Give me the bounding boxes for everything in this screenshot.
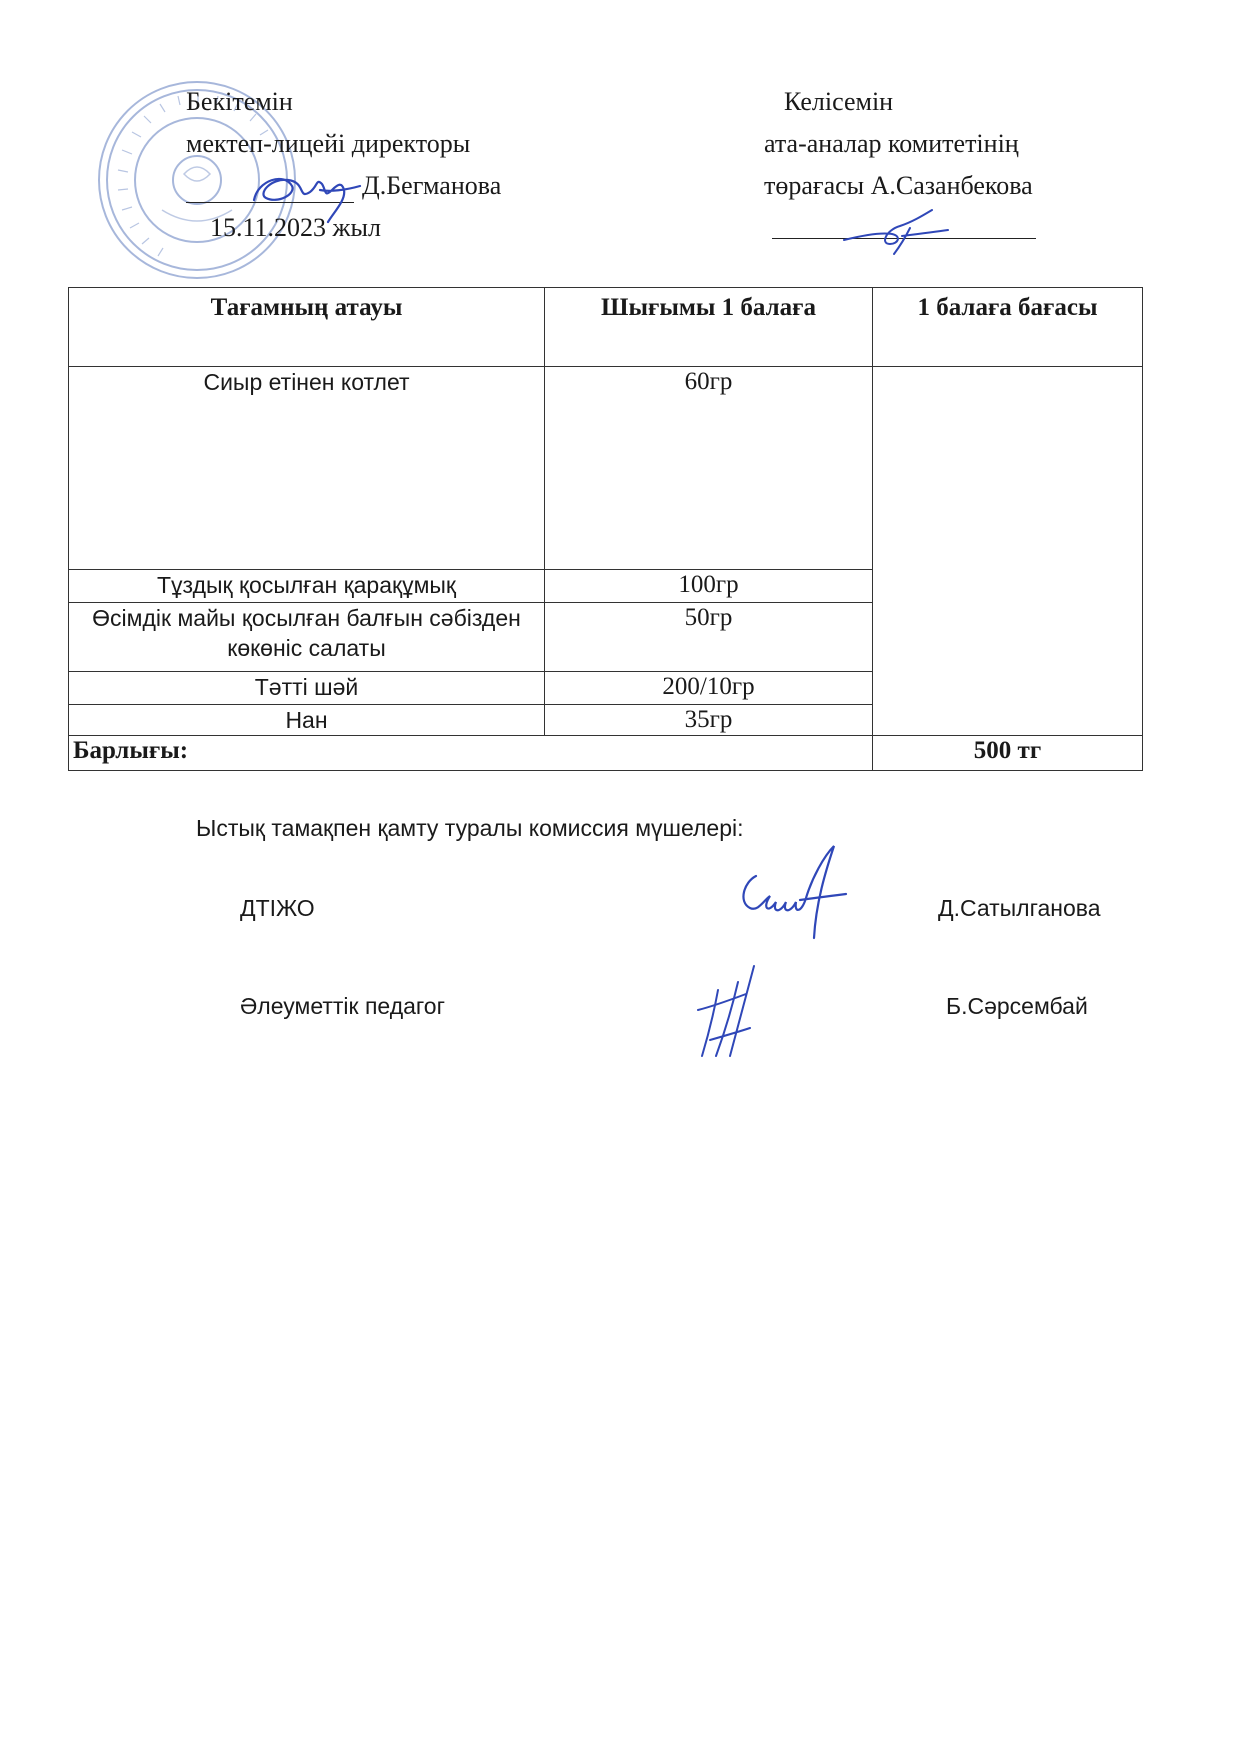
dish-portion: 60гр [545,367,873,570]
member-position: Әлеуметтік педагог [240,993,445,1019]
header-portion: Шығымы 1 балаға [545,288,873,367]
dish-portion: 50гр [545,603,873,672]
total-label: Барлығы: [69,736,873,771]
menu-table [68,287,1143,771]
chair-signature [840,206,950,256]
dish-name: Нан [69,705,545,736]
member-position: ДТІЖО [240,895,315,921]
agreement-chair: төрағасы А.Сазанбекова [764,171,1033,200]
table-header-row [69,288,1143,367]
price-cell [873,367,1143,736]
approval-date: 15.11.2023 жыл [210,213,381,242]
table-row [69,367,1143,570]
total-value: 500 тг [873,736,1143,771]
approval-role: мектеп-лицейі директоры [186,129,471,158]
table-total-row [69,736,1143,771]
member-name: Д.Сатылганова [938,895,1101,921]
approval-heading: Бекітемін [186,87,293,116]
commission-title: Ыстық тамақпен қамту туралы комиссия мүшелері: [196,815,744,841]
dish-name: Тәтті шәй [69,672,545,705]
agreement-heading: Келісемін [784,87,894,116]
member-name: Б.Сәрсембай [946,993,1088,1019]
dish-name: Тұздық қосылған қарақұмық [69,570,545,603]
header-price: 1 балаға бағасы [873,288,1143,367]
agreement-role: ата-аналар комитетінің [764,129,1019,158]
dish-name: Сиыр етінен котлет [69,367,545,570]
dish-portion: 200/10гр [545,672,873,705]
header-dish-name: Тағамның атауы [69,288,545,367]
member-signature-1 [730,842,850,944]
director-name: Д.Бегманова [362,171,502,200]
dish-portion: 35гр [545,705,873,736]
dish-portion: 100гр [545,570,873,603]
dish-name: Өсімдік майы қосылған балғын сәбізден көкөніс салаты [69,603,545,672]
member-signature-2 [690,960,780,1060]
